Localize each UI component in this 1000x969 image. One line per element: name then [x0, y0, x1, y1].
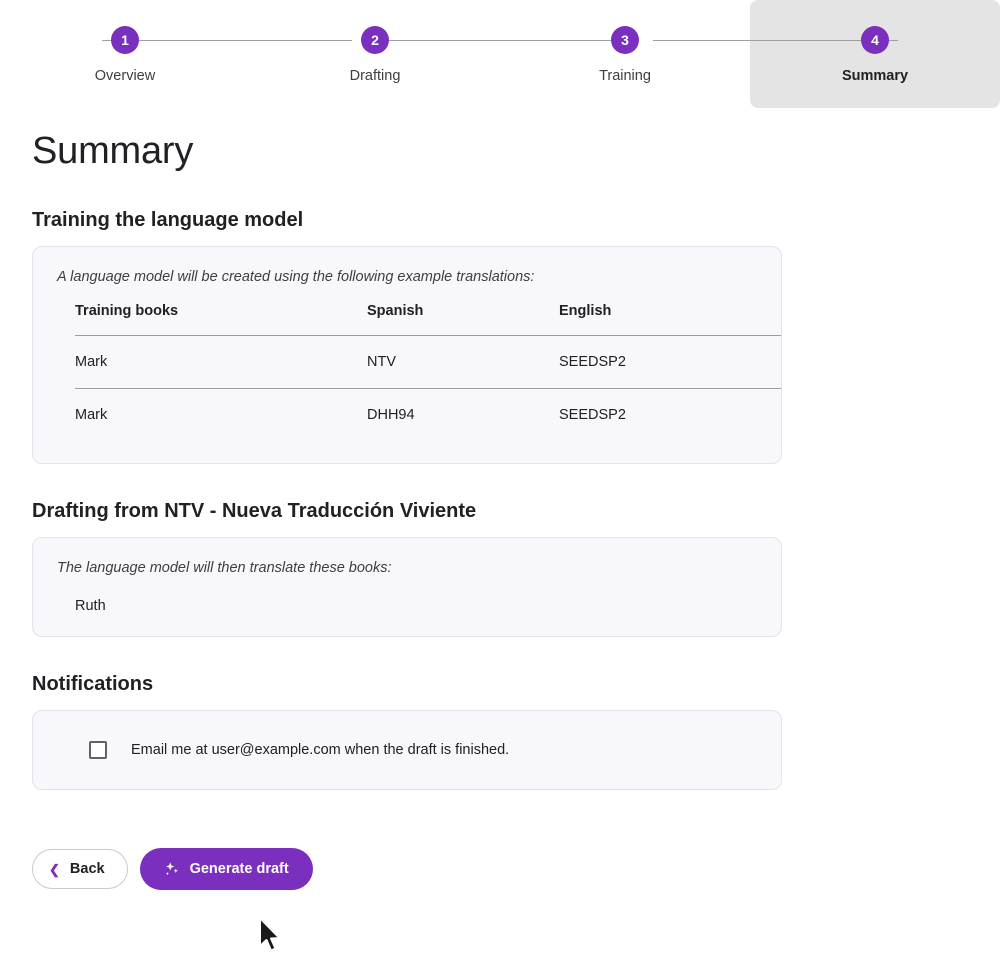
notifications-card: [32, 710, 782, 790]
back-button[interactable]: [32, 849, 128, 889]
step-drafting[interactable]: [250, 0, 500, 108]
drafting-heading-lead: Drafting from: [32, 500, 165, 522]
email-notification-label: Email me at user@example.com when the draft is finished.: [131, 742, 510, 758]
cell-training-book: Mark: [75, 336, 367, 389]
step-number-badge: 3: [611, 26, 639, 54]
email-notification-checkbox[interactable]: [89, 741, 107, 759]
cell-spanish: DHH94: [367, 407, 415, 423]
column-header-spanish: Spanish: [367, 303, 559, 336]
drafting-card: [32, 537, 782, 637]
step-number-badge: 1: [111, 26, 139, 54]
drafting-note: The language model will then translate these books:: [57, 560, 392, 576]
page-content: [0, 130, 1000, 890]
training-section-heading: Training the language model: [32, 209, 304, 231]
step-overview[interactable]: [0, 0, 250, 108]
wizard-stepper: [0, 0, 1000, 108]
page-title: Summary: [32, 130, 194, 172]
generate-draft-label: Generate draft: [189, 861, 289, 877]
stepper-connector-1: [102, 40, 352, 41]
list-item: Ruth: [75, 598, 106, 614]
cell-english: SEEDSP2: [559, 407, 626, 423]
step-label: Summary: [841, 68, 909, 84]
training-note: A language model will be created using the following example translations:: [57, 269, 535, 285]
sparkle-icon: [164, 861, 180, 877]
drafting-book-list: [57, 594, 757, 614]
stepper-connector-2: [380, 40, 630, 41]
step-label: Drafting: [349, 68, 401, 84]
cell-training-book: Mark: [75, 407, 108, 423]
back-button-label: Back: [69, 861, 105, 877]
step-number-badge: 4: [861, 26, 889, 54]
training-books-table: [75, 303, 781, 441]
chevron-left-icon: ❮: [49, 861, 60, 877]
step-number-badge: 2: [361, 26, 389, 54]
cell-english: SEEDSP2: [559, 336, 781, 389]
notifications-section-heading: Notifications: [32, 673, 154, 695]
column-header-training-books: Training books: [75, 303, 367, 336]
cell-spanish: NTV: [367, 336, 559, 389]
column-header-english: English: [559, 303, 781, 336]
action-bar: [32, 848, 968, 890]
drafting-section-heading: [32, 500, 968, 523]
drafting-heading-source: NTV - Nueva Traducción Viviente: [164, 500, 477, 522]
step-label: Overview: [94, 68, 156, 84]
table-row: [75, 389, 781, 442]
generate-draft-button[interactable]: [140, 848, 313, 890]
step-label: Training: [599, 68, 651, 84]
training-card: [32, 246, 782, 464]
mouse-pointer-icon: [258, 916, 284, 956]
step-training[interactable]: [500, 0, 750, 108]
email-notification-row[interactable]: [57, 723, 757, 777]
table-row: [75, 336, 781, 389]
step-summary[interactable]: [750, 0, 1000, 108]
table-header-row: [75, 303, 781, 336]
